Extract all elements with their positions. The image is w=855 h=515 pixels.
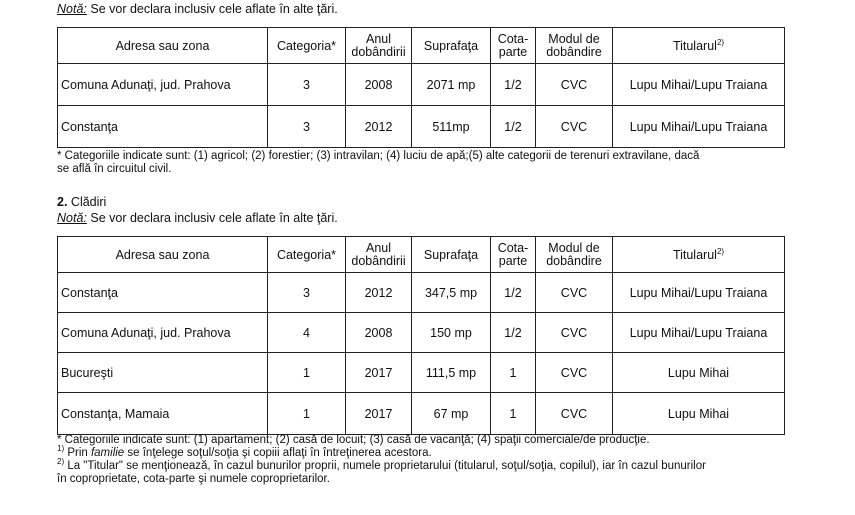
table-row xyxy=(58,353,785,393)
cell-category: 4 xyxy=(268,313,346,353)
cell-category: 3 xyxy=(268,106,346,148)
cell-category: 1 xyxy=(268,353,346,393)
cell-share: 1/2 xyxy=(491,106,536,148)
cell-mode: CVC xyxy=(536,64,613,106)
cell-category: 3 xyxy=(268,64,346,106)
header-address: Adresa sau zona xyxy=(58,237,268,273)
cell-year: 2008 xyxy=(346,313,412,353)
header-surface: Suprafaţa xyxy=(412,237,491,273)
table-row xyxy=(58,313,785,353)
header-share: Cota- parte xyxy=(491,28,536,64)
header-surface: Suprafaţa xyxy=(412,28,491,64)
cell-surface: 150 mp xyxy=(412,313,491,353)
cell-share: 1/2 xyxy=(491,64,536,106)
note-label: Notă: xyxy=(57,2,87,16)
note-text: Se vor declara inclusiv cele aflate în alte ţări. xyxy=(86,2,338,16)
footnote-owner-cont: în coproprietate, cota-parte şi numele coproprietarilor. xyxy=(57,473,330,485)
cell-owner: Lupu Mihai/Lupu Traiana xyxy=(613,313,785,353)
cell-owner: Lupu Mihai xyxy=(613,353,785,393)
cell-address: Constanţa, Mamaia xyxy=(58,393,268,435)
section-number: 2. xyxy=(57,195,68,209)
cell-share: 1/2 xyxy=(491,273,536,313)
cell-mode: CVC xyxy=(536,313,613,353)
footnote-family: $^{1)}$ Prin familie se înţelege soţul/soţia şi copiii aflaţi în întreţinerea acestora. xyxy=(57,444,432,459)
cell-year: 2008 xyxy=(346,64,412,106)
land-table xyxy=(57,27,785,148)
table-header-row xyxy=(58,28,785,64)
cell-share: 1/2 xyxy=(491,313,536,353)
footnote-owner: $^{2)}$ La "Titular" se menţionează, în cazul bunurilor proprii, numele proprietarului (titularul, soţul/soţia, copilul), iar în cazul bunurilor xyxy=(57,457,706,472)
cell-surface: 2071 mp xyxy=(412,64,491,106)
cell-address: Constanţa xyxy=(58,273,268,313)
cell-address: Comuna Adunaţi, jud. Prahova xyxy=(58,64,268,106)
cell-surface: 511mp xyxy=(412,106,491,148)
cell-address: Bucureşti xyxy=(58,353,268,393)
table-row xyxy=(58,64,785,106)
cell-year: 2012 xyxy=(346,106,412,148)
cell-mode: CVC xyxy=(536,106,613,148)
section2-heading xyxy=(57,195,106,209)
cell-year: 2017 xyxy=(346,353,412,393)
table-row xyxy=(58,393,785,435)
section1-note xyxy=(57,2,338,16)
header-share: Cota- parte xyxy=(491,237,536,273)
cell-mode: CVC xyxy=(536,273,613,313)
header-owner: Titularul$^{2)}$ xyxy=(613,237,785,273)
header-acquisition-mode: Modul de dobândire xyxy=(536,28,613,64)
header-year: Anul dobândirii xyxy=(346,237,412,273)
cell-share: 1 xyxy=(491,393,536,435)
header-address: Adresa sau zona xyxy=(58,28,268,64)
cell-surface: 67 mp xyxy=(412,393,491,435)
cell-owner: Lupu Mihai/Lupu Traiana xyxy=(613,106,785,148)
footnote-categories: * Categoriile indicate sunt: (1) apartament; (2) casă de locuit; (3) casă de vacanţă; (4) spaţii comerciale/de producţie. xyxy=(57,434,650,446)
cell-category: 3 xyxy=(268,273,346,313)
cell-address: Constanţa xyxy=(58,106,268,148)
cell-surface: 111,5 mp xyxy=(412,353,491,393)
section1-footnote: * Categoriile indicate sunt: (1) agricol; (2) forestier; (3) intravilan; (4) luciu de apă;(5) alte categorii de terenuri extravilane, dacă se află în circuitul civil. xyxy=(57,150,700,175)
cell-year: 2017 xyxy=(346,393,412,435)
note-label: Notă: xyxy=(57,211,87,225)
header-category: Categoria* xyxy=(268,237,346,273)
cell-address: Comuna Adunaţi, jud. Prahova xyxy=(58,313,268,353)
cell-mode: CVC xyxy=(536,353,613,393)
note-text: Se vor declara inclusiv cele aflate în alte ţări. xyxy=(86,211,338,225)
cell-surface: 347,5 mp xyxy=(412,273,491,313)
cell-owner: Lupu Mihai/Lupu Traiana xyxy=(613,273,785,313)
buildings-table xyxy=(57,236,785,435)
section2-footnotes xyxy=(57,434,706,486)
cell-owner: Lupu Mihai/Lupu Traiana xyxy=(613,64,785,106)
header-acquisition-mode: Modul de dobândire xyxy=(536,237,613,273)
section-title: Clădiri xyxy=(67,195,107,209)
header-owner: Titularul$^{2)}$ xyxy=(613,28,785,64)
cell-year: 2012 xyxy=(346,273,412,313)
cell-category: 1 xyxy=(268,393,346,435)
section2-note xyxy=(57,211,338,225)
cell-share: 1 xyxy=(491,353,536,393)
table-row xyxy=(58,273,785,313)
header-year: Anul dobândirii xyxy=(346,28,412,64)
table-header-row xyxy=(58,237,785,273)
table-row xyxy=(58,106,785,148)
cell-owner: Lupu Mihai xyxy=(613,393,785,435)
cell-mode: CVC xyxy=(536,393,613,435)
header-category: Categoria* xyxy=(268,28,346,64)
